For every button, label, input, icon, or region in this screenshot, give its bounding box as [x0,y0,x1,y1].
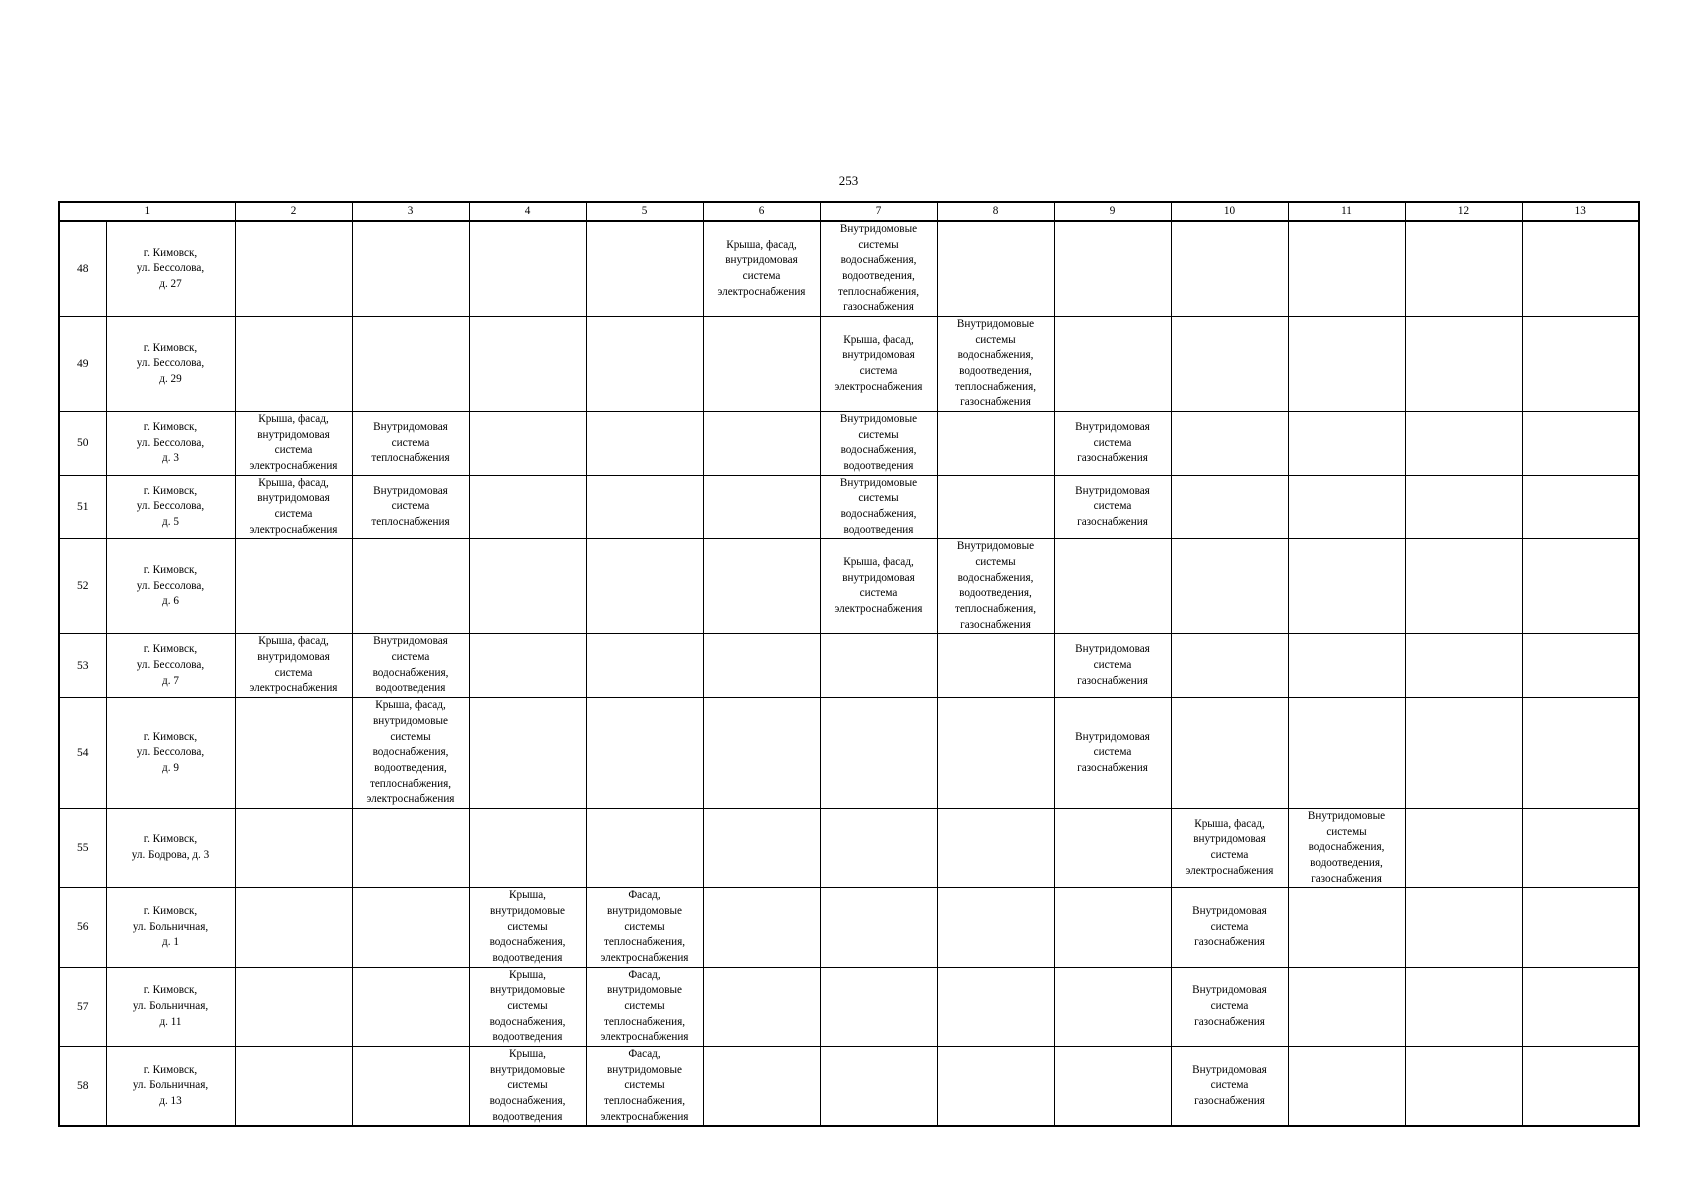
work-cell-col-4 [469,475,586,539]
work-cell-col-4 [469,412,586,476]
work-cell-col-5 [586,808,703,887]
work-cell-col-4 [469,1046,586,1126]
work-cell-col-10 [1171,808,1288,887]
table-row [59,539,1639,634]
work-cell-col-3 [352,317,469,412]
work-description: Крыша, внутридомовые системы водоснабжения, водоотведения [489,1047,566,1123]
row-number-cell [59,698,106,809]
work-description: Фасад, внутридомовые системы теплоснабжения, электроснабжения [600,968,689,1044]
work-cell-col-5 [586,475,703,539]
column-header-8: 8 [937,202,1054,221]
work-cell-col-9 [1054,539,1171,634]
row-number: 48 [77,262,89,275]
work-cell-col-4 [469,698,586,809]
work-cell-col-11 [1288,539,1405,634]
work-cell-col-13 [1522,539,1639,634]
work-cell-col-11 [1288,634,1405,698]
work-cell-col-11 [1288,698,1405,809]
work-cell-col-5 [586,1046,703,1126]
table-row [59,967,1639,1046]
address-text: г. Кимовск, ул. Бессолова, д. 3 [136,420,205,465]
address-cell [106,634,235,698]
work-cell-col-4 [469,221,586,317]
work-cell-col-12 [1405,412,1522,476]
work-cell-col-9 [1054,967,1171,1046]
work-cell-col-13 [1522,412,1639,476]
work-cell-col-11 [1288,888,1405,967]
work-cell-col-9 [1054,475,1171,539]
work-cell-col-11 [1288,1046,1405,1126]
work-cell-col-3 [352,475,469,539]
address-cell [106,698,235,809]
address-cell [106,967,235,1046]
work-cell-col-10 [1171,412,1288,476]
column-header-2: 2 [235,202,352,221]
work-cell-col-12 [1405,475,1522,539]
row-number: 58 [77,1080,89,1093]
work-cell-col-13 [1522,475,1639,539]
table-row [59,317,1639,412]
work-cell-col-12 [1405,808,1522,887]
column-header-7: 7 [820,202,937,221]
work-description: Крыша, фасад, внутридомовая система электроснабжения [717,238,806,298]
work-description: Внутридомовая система теплоснабжения [371,420,450,465]
work-cell-col-10 [1171,317,1288,412]
row-number-cell [59,888,106,967]
work-description: Внутридомовая система теплоснабжения [371,484,450,528]
work-cell-col-12 [1405,221,1522,317]
work-description: Внутридомовая система газоснабжения [1192,904,1267,949]
work-cell-col-2 [235,475,352,539]
work-cell-col-7 [820,888,937,967]
work-cell-col-3 [352,221,469,317]
work-cell-col-8 [937,967,1054,1046]
work-description: Внутридомовые системы водоснабжения, водоотведения, теплоснабжения, газоснабжения [837,223,920,314]
work-description: Внутридомовая система газоснабжения [1192,984,1267,1028]
work-description: Фасад, внутридомовые системы теплоснабжения, электроснабжения [600,1047,689,1123]
work-cell-col-3 [352,888,469,967]
work-cell-col-9 [1054,808,1171,887]
work-description: Крыша, внутридомовые системы водоснабжения, водоотведения [489,889,566,964]
column-header-13: 13 [1522,202,1639,221]
column-header-9: 9 [1054,202,1171,221]
work-cell-col-6 [703,1046,820,1126]
work-cell-col-10 [1171,634,1288,698]
work-cell-col-10 [1171,1046,1288,1126]
work-cell-col-8 [937,221,1054,317]
work-cell-col-10 [1171,221,1288,317]
address-text: г. Кимовск, ул. Бессолова, д. 27 [136,246,205,290]
work-cell-col-13 [1522,634,1639,698]
work-cell-col-9 [1054,317,1171,412]
work-cell-col-10 [1171,475,1288,539]
work-cell-col-7 [820,221,937,317]
work-description: Крыша, фасад, внутридомовая система электроснабжения [834,333,923,393]
work-cell-col-8 [937,475,1054,539]
row-number-cell [59,412,106,476]
address-text: г. Кимовск, ул. Больничная, д. 13 [132,1063,209,1107]
work-cell-col-6 [703,317,820,412]
work-description: Внутридомовые системы водоснабжения, водоотведения [839,413,918,473]
row-number-cell [59,808,106,887]
work-cell-col-8 [937,698,1054,809]
work-cell-col-2 [235,412,352,476]
row-number-cell [59,475,106,539]
address-text: г. Кимовск, ул. Бессолова, д. 29 [136,341,205,385]
work-cell-col-12 [1405,888,1522,967]
work-description: Крыша, фасад, внутридомовая система электроснабжения [249,635,338,695]
work-cell-col-13 [1522,221,1639,317]
row-number-cell [59,634,106,698]
address-text: г. Кимовск, ул. Бессолова, д. 6 [136,563,205,608]
address-cell [106,412,235,476]
row-number-cell [59,967,106,1046]
row-number-cell [59,1046,106,1126]
work-cell-col-7 [820,539,937,634]
work-cell-col-7 [820,412,937,476]
table-row [59,1046,1639,1126]
work-cell-col-3 [352,967,469,1046]
work-cell-col-13 [1522,967,1639,1046]
row-number: 50 [77,437,89,450]
address-cell [106,221,235,317]
row-number: 54 [77,746,89,759]
work-cell-col-13 [1522,698,1639,809]
row-number: 57 [77,1000,89,1013]
work-cell-col-7 [820,967,937,1046]
work-cell-col-8 [937,808,1054,887]
work-cell-col-11 [1288,808,1405,887]
row-number: 53 [77,659,89,672]
work-cell-col-6 [703,539,820,634]
row-number: 55 [77,841,89,854]
work-cell-col-7 [820,698,937,809]
column-header-12: 12 [1405,202,1522,221]
work-cell-col-12 [1405,634,1522,698]
work-cell-col-7 [820,1046,937,1126]
row-number: 52 [77,580,89,593]
work-cell-col-2 [235,888,352,967]
work-cell-col-4 [469,317,586,412]
work-cell-col-2 [235,967,352,1046]
work-cell-col-12 [1405,539,1522,634]
work-cell-col-4 [469,888,586,967]
work-description: Внутридомовые системы водоснабжения, водоотведения, теплоснабжения, газоснабжения [954,540,1037,631]
work-cell-col-11 [1288,475,1405,539]
row-number: 56 [77,921,89,934]
row-number: 49 [77,358,89,370]
work-cell-col-10 [1171,539,1288,634]
address-text: г. Кимовск, ул. Бессолова, д. 5 [136,484,205,528]
column-header-3: 3 [352,202,469,221]
work-cell-col-6 [703,634,820,698]
work-cell-col-7 [820,317,937,412]
work-description: Крыша, фасад, внутридомовая система электроснабжения [1185,817,1274,877]
work-cell-col-2 [235,698,352,809]
work-description: Внутридомовая система газоснабжения [1075,643,1150,687]
work-description: Внутридомовая система газоснабжения [1075,730,1150,774]
address-text: г. Кимовск, ул. Бессолова, д. 7 [136,643,205,687]
work-cell-col-10 [1171,967,1288,1046]
work-description: Внутридомовая система газоснабжения [1192,1063,1267,1107]
table-header [59,202,1639,221]
work-cell-col-8 [937,317,1054,412]
work-cell-col-12 [1405,967,1522,1046]
row-number-cell [59,317,106,412]
work-cell-col-8 [937,412,1054,476]
work-description: Крыша, фасад, внутридомовая система электроснабжения [834,556,923,616]
table-row [59,475,1639,539]
work-cell-col-13 [1522,317,1639,412]
work-cell-col-11 [1288,412,1405,476]
table-row [59,221,1639,317]
work-cell-col-9 [1054,698,1171,809]
column-header-5: 5 [586,202,703,221]
work-cell-col-3 [352,412,469,476]
work-cell-col-5 [586,967,703,1046]
work-cell-col-2 [235,634,352,698]
work-cell-col-6 [703,888,820,967]
work-cell-col-2 [235,539,352,634]
work-description: Внутридомовая система газоснабжения [1075,420,1150,465]
work-cell-col-2 [235,317,352,412]
work-cell-col-3 [352,539,469,634]
work-cell-col-12 [1405,698,1522,809]
address-cell [106,317,235,412]
repair-schedule-table [58,201,1640,1127]
work-description: Крыша, фасад, внутридомовая система электроснабжения [249,413,338,473]
work-description: Фасад, внутридомовые системы теплоснабжения, электроснабжения [600,889,689,964]
column-header-11: 11 [1288,202,1405,221]
work-cell-col-4 [469,539,586,634]
work-cell-col-9 [1054,888,1171,967]
column-header-1: 1 [59,202,235,221]
work-cell-col-5 [586,634,703,698]
work-description: Внутридомовые системы водоснабжения, водоотведения [839,476,918,536]
work-cell-col-2 [235,808,352,887]
column-header-10: 10 [1171,202,1288,221]
address-text: г. Кимовск, ул. Больничная, д. 11 [132,984,209,1028]
work-cell-col-4 [469,634,586,698]
work-cell-col-2 [235,1046,352,1126]
work-cell-col-10 [1171,888,1288,967]
column-number-row [59,202,1639,221]
work-cell-col-12 [1405,1046,1522,1126]
work-cell-col-8 [937,634,1054,698]
work-cell-col-9 [1054,221,1171,317]
column-header-4: 4 [469,202,586,221]
work-cell-col-8 [937,539,1054,634]
work-description: Внутридомовая система газоснабжения [1075,484,1150,528]
table-row [59,634,1639,698]
work-cell-col-9 [1054,1046,1171,1126]
work-cell-col-3 [352,634,469,698]
work-cell-col-5 [586,221,703,317]
work-cell-col-8 [937,888,1054,967]
work-cell-col-6 [703,698,820,809]
address-text: г. Кимовск, ул. Бодрова, д. 3 [131,833,210,862]
work-cell-col-3 [352,808,469,887]
work-cell-col-8 [937,1046,1054,1126]
work-cell-col-6 [703,967,820,1046]
work-description: Внутридомовые системы водоснабжения, водоотведения, газоснабжения [1307,809,1386,885]
work-cell-col-13 [1522,1046,1639,1126]
work-cell-col-10 [1171,698,1288,809]
work-description: Крыша, фасад, внутридомовая система электроснабжения [249,476,338,536]
table-row [59,698,1639,809]
work-cell-col-5 [586,412,703,476]
work-description: Внутридомовые системы водоснабжения, водоотведения, теплоснабжения, газоснабжения [954,318,1037,409]
work-cell-col-3 [352,698,469,809]
work-cell-col-9 [1054,412,1171,476]
work-cell-col-11 [1288,221,1405,317]
work-cell-col-11 [1288,967,1405,1046]
work-cell-col-5 [586,539,703,634]
page-number: 253 [838,173,859,188]
work-cell-col-11 [1288,317,1405,412]
row-number-cell [59,539,106,634]
address-cell [106,1046,235,1126]
table-row [59,888,1639,967]
table-body [59,221,1639,1126]
column-header-6: 6 [703,202,820,221]
work-cell-col-7 [820,808,937,887]
address-text: г. Кимовск, ул. Бессолова, д. 9 [136,730,205,774]
work-cell-col-13 [1522,808,1639,887]
work-description: Крыша, фасад, внутридомовые системы водоснабжения, водоотведения, теплоснабжения, электроснабжения [366,699,455,806]
work-cell-col-13 [1522,888,1639,967]
row-number-cell [59,221,106,317]
address-cell [106,808,235,887]
address-text: г. Кимовск, ул. Больничная, д. 1 [132,904,209,949]
work-cell-col-7 [820,634,937,698]
work-cell-col-3 [352,1046,469,1126]
work-cell-col-5 [586,888,703,967]
table-row [59,412,1639,476]
work-cell-col-6 [703,475,820,539]
address-cell [106,475,235,539]
work-cell-col-6 [703,412,820,476]
work-description: Крыша, внутридомовые системы водоснабжения, водоотведения [489,968,566,1044]
work-cell-col-9 [1054,634,1171,698]
work-cell-col-5 [586,698,703,809]
work-cell-col-12 [1405,317,1522,412]
work-cell-col-5 [586,317,703,412]
work-cell-col-7 [820,475,937,539]
work-cell-col-6 [703,221,820,317]
work-cell-col-4 [469,808,586,887]
row-number: 51 [77,501,89,514]
work-cell-col-4 [469,967,586,1046]
address-cell [106,539,235,634]
address-cell [106,888,235,967]
table-row [59,808,1639,887]
work-cell-col-2 [235,221,352,317]
work-description: Внутридомовая система водоснабжения, водоотведения [372,635,449,695]
work-cell-col-6 [703,808,820,887]
